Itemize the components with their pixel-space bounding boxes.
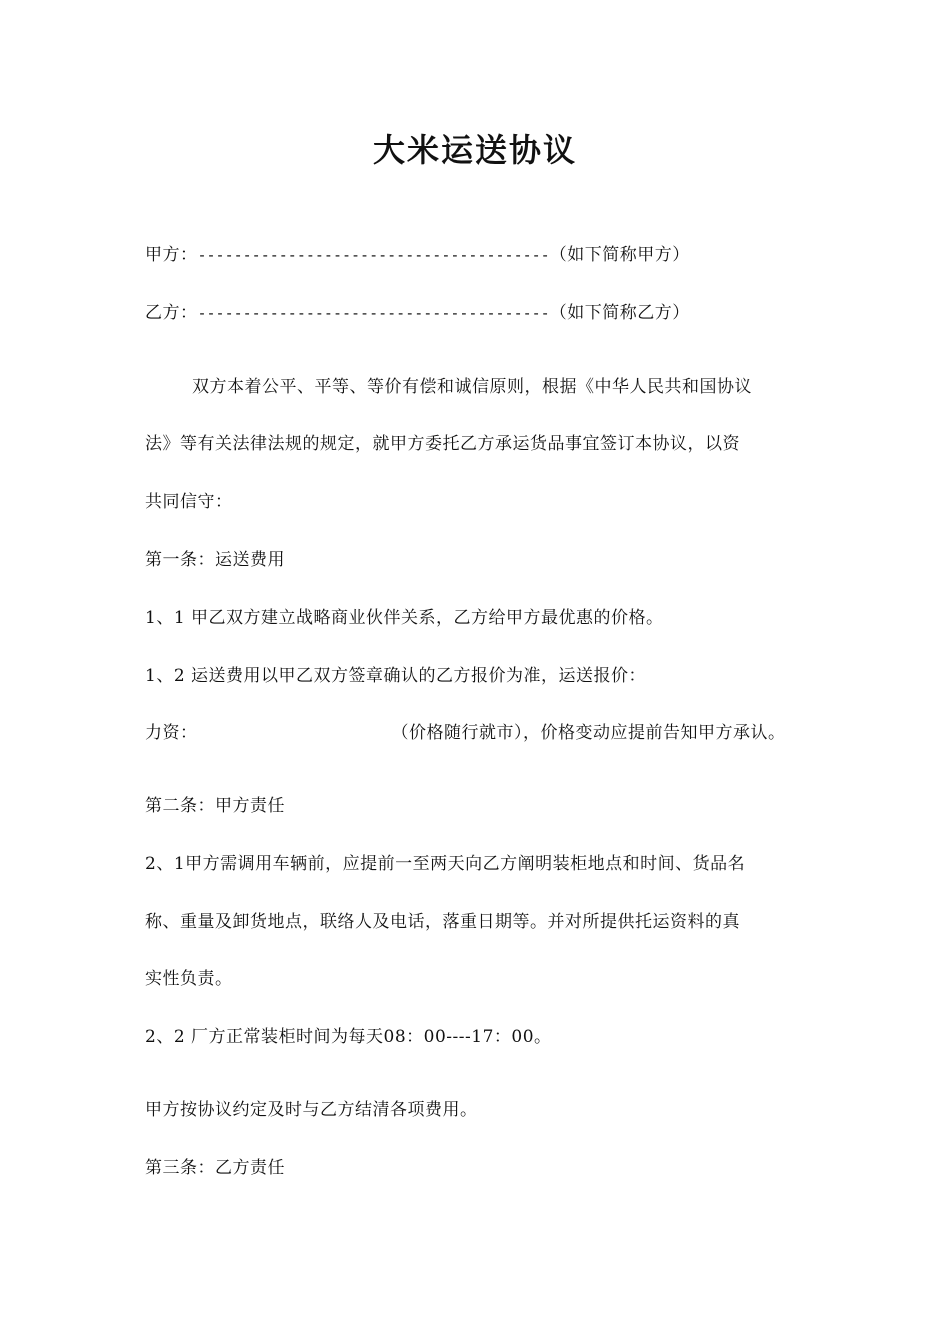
preamble-line-1: 双方本着公平、平等、等价有偿和诚信原则，根据《中华人民共和国协议 [192,377,752,397]
article-1-item-1: 1、1 甲乙双方建立战略商业伙伴关系，乙方给甲方最优惠的价格。 [145,608,664,628]
article-1-heading: 第一条：运送费用 [145,550,285,570]
document-title: 大米运送协议 [372,131,577,169]
preamble-line-2: 法》等有关法律法规的规定，就甲方委托乙方承运货品事宜签订本协议，以资 [145,434,740,454]
party-a-blank: --------------------------------------- [197,246,550,264]
party-a-line [145,243,690,267]
party-a-label: 甲方： [145,245,198,265]
preamble-line-3: 共同信守： [145,492,233,512]
article-2-heading: 第二条：甲方责任 [145,796,285,816]
article-3-heading: 第三条：乙方责任 [145,1158,285,1178]
article-2-item-3: 甲方按协议约定及时与乙方结清各项费用。 [145,1100,478,1120]
party-a-suffix: （如下简称甲方） [549,245,690,265]
article-2-item-1-line-1: 2、1甲方需调用车辆前，应提前一至两天向乙方阐明装柜地点和时间、货品名 [145,854,746,874]
article-2-item-1-line-2: 称、重量及卸货地点，联络人及电话，落重日期等。并对所提供托运资料的真 [145,912,740,932]
price-label: 力资： [145,723,198,743]
price-note: （价格随行就市），价格变动应提前告知甲方承认。 [391,723,786,743]
article-2-item-1-line-3: 实性负责。 [145,969,233,989]
party-b-blank: --------------------------------------- [197,304,550,322]
party-b-line [145,301,690,325]
article-2-item-2: 2、2 厂方正常装柜时间为每天08：00----17：00。 [145,1027,552,1047]
article-1-item-2: 1、2 运送费用以甲乙双方签章确认的乙方报价为准，运送报价： [145,666,647,686]
price-line [145,721,786,745]
party-b-suffix: （如下简称乙方） [549,303,690,323]
party-b-label: 乙方： [145,303,198,323]
